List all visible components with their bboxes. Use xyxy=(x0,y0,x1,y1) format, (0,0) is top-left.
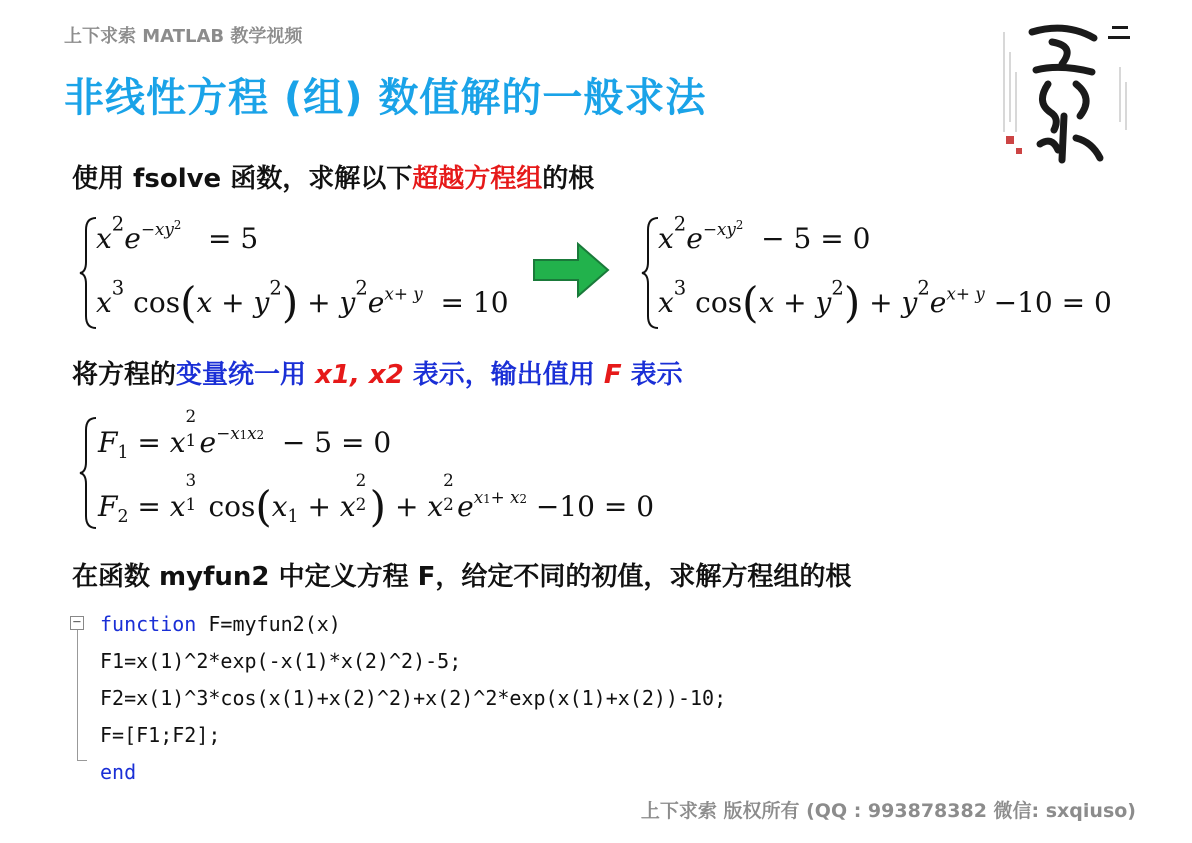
code-signature: F=myfun2(x) xyxy=(196,612,341,636)
s2-p4: 表示， xyxy=(403,360,491,390)
footer-copyright: 上下求索 版权所有 (QQ : 993878382 微信: sxqiuso) xyxy=(640,800,1136,822)
equation-f1: $F_1 = x$ 2 1 $e^{-x1x2} - 5 = 0$ xyxy=(98,406,392,464)
equation-system-transformed xyxy=(640,214,1160,332)
s2-p7: 表示 xyxy=(621,360,683,390)
s2-p2: 变量统一用 xyxy=(176,360,316,390)
arrow-right-icon xyxy=(532,240,612,304)
code-block xyxy=(72,606,726,791)
equation-f2: $F_2 = x$ 3 1 $\cos(x_1 + x$ 2 2 ) + x 2 2 $e^{x1+ x2} -10 = 0$ xyxy=(98,469,655,531)
code-line-4: F=[F1;F2]; xyxy=(100,723,221,747)
s2-p3: x1, x2 xyxy=(315,360,404,390)
s2-p1: 将方程的 xyxy=(72,360,177,390)
left-brace xyxy=(78,414,100,532)
section-1-post: 的根 xyxy=(542,164,595,194)
code-line-2: F1=x(1)^2*exp(-x(1)*x(2)^2)-5; xyxy=(100,649,462,673)
series-title: 上下求索 MATLAB 教学视频 xyxy=(64,26,303,47)
equation-system-f xyxy=(78,406,698,532)
collapse-toggle-icon[interactable]: − xyxy=(70,616,84,630)
section-2-text xyxy=(72,354,683,391)
code-line-1 xyxy=(100,606,726,643)
calligraphy-seal-icon xyxy=(996,12,1146,164)
s2-p5: 输出值用 xyxy=(490,360,604,390)
equation-2: $x^3$ $\cos(x + y^2) + y^2e^{x+ y} = 10$ xyxy=(96,276,509,327)
section-3-text: 在函数 myfun2 中定义方程 F，给定不同的初值，求解方程组的根 xyxy=(72,562,852,592)
section-1-pre: 使用 fsolve 函数，求解以下 xyxy=(72,164,413,194)
fold-guide-end xyxy=(77,760,87,761)
keyword-end: end xyxy=(100,760,137,784)
page-title: 非线性方程 (组) 数值解的一般求法 xyxy=(64,75,707,121)
section-1-highlight: 超越方程组 xyxy=(412,164,543,194)
equation-system-original xyxy=(78,214,528,332)
equation-1: $x^2e^{-xy^2} = 5$ xyxy=(96,212,259,255)
s2-p6: F xyxy=(603,360,622,390)
equation-1: $x^2e^{-xy^2} - 5 = 0$ xyxy=(658,212,871,255)
equation-2: $x^3$ $\cos(x + y^2) + y^2e^{x+ y} -10 = 0$ xyxy=(658,276,1112,327)
section-1-text xyxy=(72,158,594,195)
keyword-function: function xyxy=(100,612,197,636)
fold-guide xyxy=(77,630,78,760)
code-line-3: F2=x(1)^3*cos(x(1)+x(2)^2)+x(2)^2*exp(x(1)+x(2))-10; xyxy=(100,686,727,710)
